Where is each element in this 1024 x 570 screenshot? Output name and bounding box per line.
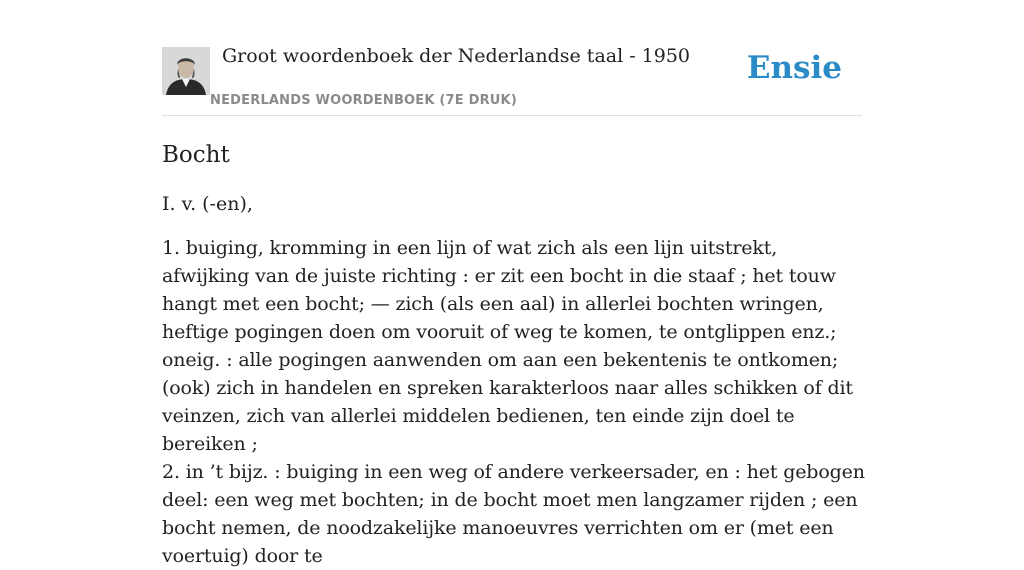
entry-sense-1: 1. buiging, kromming in een lijn of wat zich als een lijn uitstrekt, afwijking van de juiste richting : er zit een bocht in die staaf ; het touw hangt met een bocht; — zich (als een aal) in allerlei bochten wringen, heftige pogingen doen om vooruit of weg te komen, te ontglippen enz.; oneig. : alle pogingen aanwenden om aan een bekentenis te ontkomen; (ook) zich in handelen en spreken karakterloos naar alles schikken of dit veinzen, zich van allerlei middelen bedienen, ten einde zijn doel te bereiken ;: [162, 237, 853, 455]
avatar[interactable]: [162, 47, 210, 95]
book-title[interactable]: Groot woordenboek der Nederlandse taal - 1950: [222, 45, 691, 67]
entry-sense-2: 2. in ’t bijz. : buiging in een weg of andere verkeersader, en : het gebogen deel: een weg met bochten; in de bocht moet men langzamer rijden ; een bocht nemen, de noodzakelijke manoeuvres verrichten om er (met een voertuig) door te: [162, 461, 865, 567]
brand-logo[interactable]: Ensie: [746, 50, 842, 86]
entry-headword: Bocht: [162, 142, 230, 168]
book-subtitle: NEDERLANDS WOORDENBOEK (7E DRUK): [210, 93, 517, 108]
entry-grammar: I. v. (-en),: [162, 193, 253, 215]
portrait-icon: [162, 47, 210, 95]
dictionary-header: [162, 40, 862, 116]
entry-content: [162, 140, 868, 570]
